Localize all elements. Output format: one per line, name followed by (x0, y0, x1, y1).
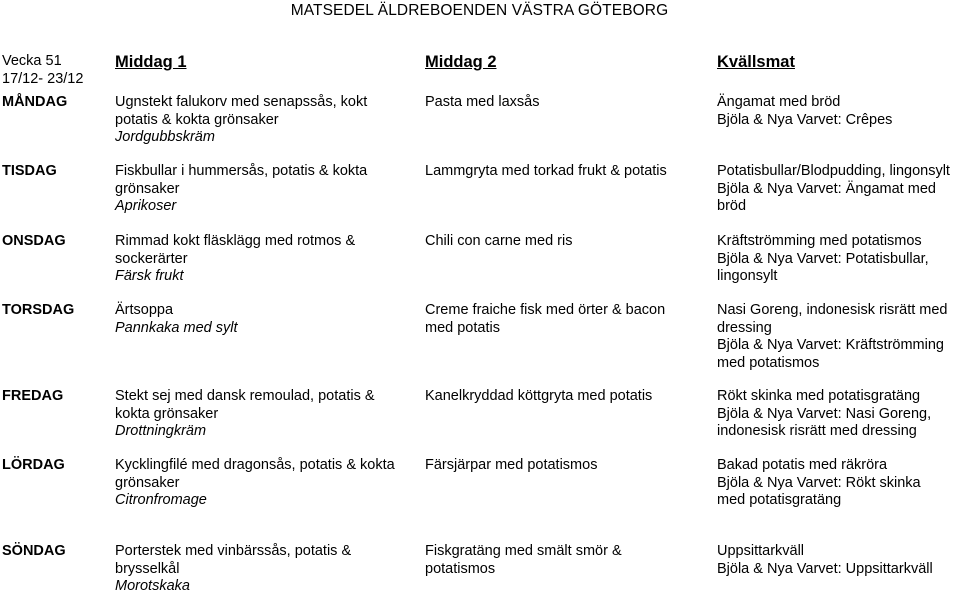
cell-middag-2 (425, 388, 652, 406)
dish-line: potatismos (425, 560, 496, 577)
cell-kvallsmat (717, 302, 948, 372)
day-name: TORSDAG (2, 302, 75, 318)
dish-line: Creme fraiche fisk med örter & bacon (425, 302, 666, 318)
dish-line: brysselkål (115, 560, 180, 577)
dish-line: kokta grönsaker (115, 405, 219, 422)
week-number: Vecka 51 (2, 53, 62, 69)
dish-line: Bjöla & Nya Varvet: Nasi Goreng, (717, 405, 932, 422)
dessert: Pannkaka med sylt (115, 319, 238, 336)
dessert: Drottningkräm (115, 423, 207, 439)
dish-line: Uppsittarkväll (717, 543, 805, 559)
cell-kvallsmat (717, 233, 929, 286)
dish-line: Rimmad kokt fläsklägg med rotmos & (115, 233, 356, 249)
dish-line: Ärtsoppa (115, 302, 174, 318)
week-label (2, 53, 83, 88)
dish-line: med potatismos (717, 354, 820, 371)
dish-line: Kycklingfilé med dragonsås, potatis & kokta (115, 457, 395, 473)
cell-middag-1 (115, 302, 238, 337)
week-dates: 17/12- 23/12 (2, 70, 84, 87)
dish-line: Lammgryta med torkad frukt & potatis (425, 163, 667, 179)
dessert: Citronfromage (115, 492, 207, 508)
cell-kvallsmat (717, 457, 921, 510)
dish-line: potatis & kokta grönsaker (115, 111, 279, 128)
cell-middag-1 (115, 94, 367, 147)
cell-middag-2 (425, 457, 597, 475)
cell-kvallsmat (717, 163, 950, 216)
dish-line: Nasi Goreng, indonesisk risrätt med (717, 302, 948, 318)
day-name: ONSDAG (2, 233, 66, 249)
dish-line: Bjöla & Nya Varvet: Uppsittarkväll (717, 560, 933, 577)
dish-line: bröd (717, 198, 747, 214)
dish-line: indonesisk risrätt med dressing (717, 423, 917, 439)
cell-middag-1 (115, 457, 395, 510)
day-name: SÖNDAG (2, 543, 66, 559)
cell-middag-1 (115, 163, 367, 216)
dish-line: Bjöla & Nya Varvet: Crêpes (717, 111, 893, 128)
dessert: Färsk frukt (115, 268, 184, 284)
dish-line: Pasta med laxsås (425, 94, 540, 110)
page-title: MATSEDEL ÄLDREBOENDEN VÄSTRA GÖTEBORG (290, 2, 669, 19)
dish-line: dressing (717, 319, 772, 336)
dish-line: grönsaker (115, 474, 180, 491)
cell-middag-2 (425, 302, 665, 337)
cell-kvallsmat (717, 543, 933, 578)
day-name: MÅNDAG (2, 94, 68, 110)
cell-middag-2 (425, 543, 622, 578)
dish-line: Fiskgratäng med smält smör & (425, 543, 622, 559)
dish-line: Rökt skinka med potatisgratäng (717, 388, 921, 404)
dessert: Aprikoser (115, 198, 177, 214)
dish-line: Kräftströmming med potatismos (717, 233, 922, 249)
day-name: TISDAG (2, 163, 57, 179)
dish-line: Bjöla & Nya Varvet: Ängamat med (717, 180, 936, 197)
dish-line: Potatisbullar/Blodpudding, lingonsylt (717, 163, 950, 179)
dish-line: Chili con carne med ris (425, 233, 573, 249)
dish-line: grönsaker (115, 180, 180, 197)
header-kvallsmat: Kvällsmat (717, 53, 795, 71)
cell-middag-2 (425, 163, 667, 181)
cell-kvallsmat (717, 94, 892, 129)
dessert: Morotskaka (115, 578, 190, 594)
dish-line: Bjöla & Nya Varvet: Kräftströmming (717, 337, 944, 353)
dish-line: med potatis (425, 319, 500, 336)
dish-line: sockerärter (115, 250, 188, 267)
dish-line: Porterstek med vinbärssås, potatis & (115, 543, 352, 559)
dish-line: med potatisgratäng (717, 492, 842, 508)
header-middag-1: Middag 1 (115, 53, 187, 71)
dish-line: lingonsylt (717, 268, 778, 284)
dish-line: Bjöla & Nya Varvet: Potatisbullar, (717, 250, 929, 267)
dish-line: Stekt sej med dansk remoulad, potatis & (115, 388, 375, 404)
dish-line: Bjöla & Nya Varvet: Rökt skinka (717, 474, 921, 491)
dish-line: Färsjärpar med potatismos (425, 457, 598, 473)
dish-line: Ugnstekt falukorv med senapssås, kokt (115, 94, 368, 110)
cell-middag-2 (425, 94, 539, 112)
dish-line: Kanelkryddad köttgryta med potatis (425, 388, 653, 404)
dish-line: Fiskbullar i hummersås, potatis & kokta (115, 163, 368, 179)
cell-middag-1 (115, 233, 355, 286)
cell-middag-2 (425, 233, 572, 251)
dish-line: Bakad potatis med räkröra (717, 457, 888, 473)
header-middag-2: Middag 2 (425, 53, 497, 71)
dish-line: Ängamat med bröd (717, 94, 841, 110)
cell-kvallsmat (717, 388, 931, 441)
cell-middag-1 (115, 543, 351, 596)
dessert: Jordgubbskräm (115, 129, 215, 145)
cell-middag-1 (115, 388, 375, 441)
day-name: LÖRDAG (2, 457, 65, 473)
day-name: FREDAG (2, 388, 64, 404)
